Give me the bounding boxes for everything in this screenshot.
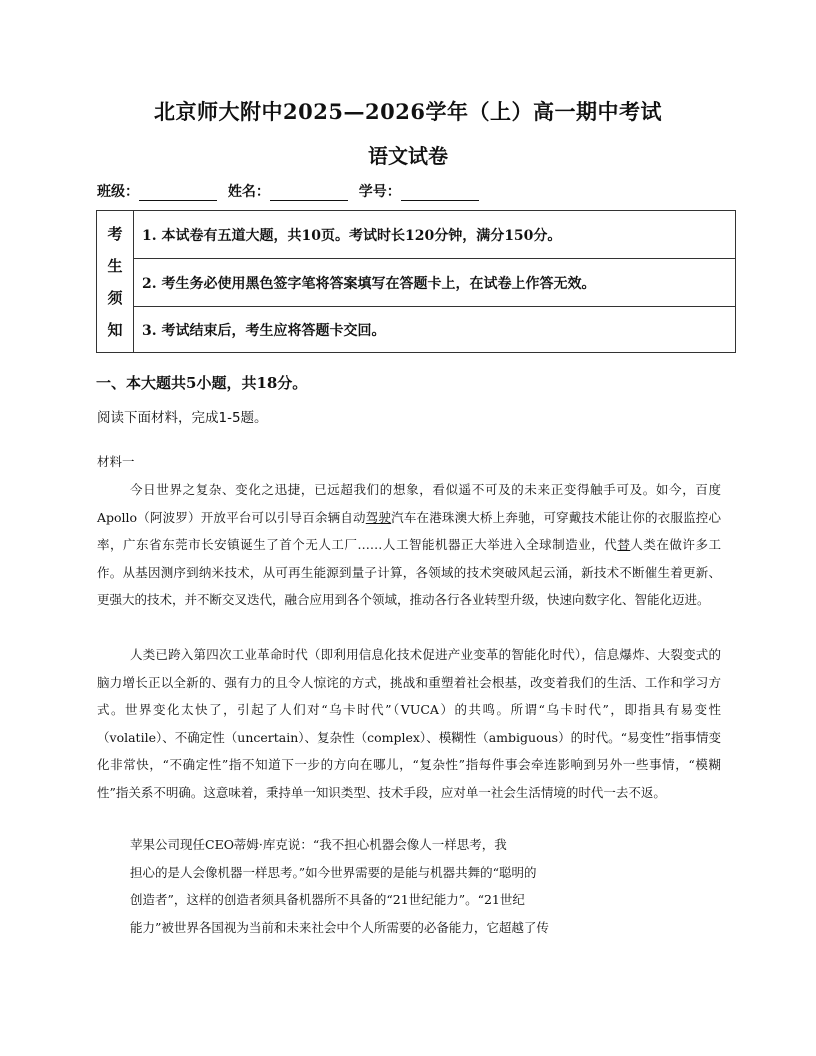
notice-side-char: 知 xyxy=(107,321,123,339)
notice-item: 3. 考试结束后，考生应将答题卡交回。 xyxy=(142,323,386,339)
paragraph-line: 担心的是人会像机器一样思考。”如今世界需要的是能与机器共舞的“聪明的 xyxy=(130,864,537,880)
material-paragraph-2: 人类已跨入第四次工业革命时代（即利用信息化技术促进产业变革的智能化时代），信息爆炸、大裂变式的脑力增长正以全新的、强有力的且令人惊诧的方式，挑战和重塑着社会根基，改变着我们的生活、工作和学习方式。世界变化太快了，引起了人们对“乌卡时代”（VUCA）的共鸣。所谓“乌卡时代”，即指具有易变性（volatile）、不确定性（uncertain）、复杂性（complex）、模糊性（ambiguous）的时代。“易变性”指事情变化非常快，“不确定性”指不知道下一步的方向在哪儿，“复杂性”指每件事会牵连影响到另外一些事情，“模糊性”指关系不明确。这意味着，秉持单一知识类型、技术手段，应对单一社会生活情境的时代一去不返。 xyxy=(97,647,721,800)
paragraph-line: 创造者”，这样的创造者须具备机器所不具备的“21世纪能力”。“21世纪 xyxy=(130,892,525,908)
exam-notice-box xyxy=(96,210,736,353)
section-instruction: 阅读下面材料，完成1-5题。 xyxy=(97,410,268,426)
paragraph-text: 人类在做许多工作。从基因测序到纳米技术，从可再生能源到量子计算，各领域的技术突破风起云涌，新技术不断催生着更新、更强大的技术，并不断交叉迭代，融合应用到各个领域，推动各行各业转型升级，快速向数字化、智能化迈进。 xyxy=(97,537,721,608)
name-label: 姓名： xyxy=(227,184,270,200)
material-paragraph-3 xyxy=(130,831,610,941)
notice-item: 2. 考生务必使用黑色签字笔将答案填写在答题卡上，在试卷上作答无效。 xyxy=(134,259,735,307)
exam-title: 北京师大附中2025—2026学年（上）高一期中考试 xyxy=(154,99,662,124)
material-label: 材料一 xyxy=(97,454,135,469)
student-info-line xyxy=(97,181,485,201)
underlined-word: 替 xyxy=(617,537,631,553)
notice-item: 1. 本试卷有五道大题，共10页。考试时长120分钟，满分150分。 xyxy=(134,211,735,259)
underlined-word: 驾驶 xyxy=(365,509,392,525)
notice-side-char: 考 xyxy=(107,225,123,243)
class-blank[interactable] xyxy=(139,185,217,201)
id-label: 学号： xyxy=(358,184,401,200)
paragraph-line: 能力”被世界各国视为当前和未来社会中个人所需要的必备能力，它超越了传 xyxy=(130,919,549,935)
section-heading: 一、本大题共5小题，共18分。 xyxy=(96,374,308,392)
notice-side-label xyxy=(97,211,134,352)
paragraph-line: 苹果公司现任CEO蒂姆·库克说：“我不担心机器会像人一样思考，我 xyxy=(130,837,507,852)
class-label: 班级： xyxy=(97,184,139,200)
notice-side-char: 生 xyxy=(107,257,123,275)
id-blank[interactable] xyxy=(401,185,479,201)
paragraph-text: 今日世界之复杂、变化之迅捷，已远超我们的想象，看似遥不可及的未来正变得触手可及。如今，百度Apollo（阿波罗）开放平台可以引导百余辆自动 xyxy=(97,482,721,525)
material-paragraph-1 xyxy=(97,476,721,614)
notice-side-char: 须 xyxy=(107,289,123,307)
exam-subtitle: 语文试卷 xyxy=(368,144,448,168)
paragraph-text: 汽车在港珠澳大桥上奔驰，可穿戴技术能让你的衣服监控心率，广东省东莞市长安镇诞生了首个无人工厂……人工智能机器正大举进入全球制造业，代 xyxy=(97,509,721,553)
name-blank[interactable] xyxy=(270,185,348,201)
